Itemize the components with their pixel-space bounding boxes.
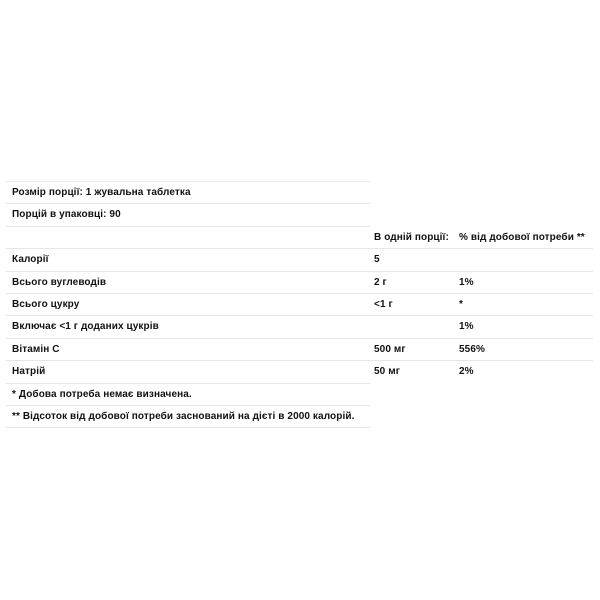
nutrient-daily-value: 556% bbox=[459, 343, 485, 355]
nutrient-name: Натрій bbox=[12, 366, 46, 378]
servings-per-container-row bbox=[6, 204, 370, 226]
table-row bbox=[6, 272, 593, 294]
table-row bbox=[6, 339, 593, 361]
nutrient-name: Включає <1 г доданих цукрів bbox=[12, 321, 159, 333]
table-header-row bbox=[6, 227, 593, 249]
nutrient-amount: 5 bbox=[374, 254, 380, 266]
footnote-text: * Добова потреба немає визначена. bbox=[12, 388, 192, 400]
servings-per-container-text: Порцій в упаковці: 90 bbox=[12, 209, 121, 221]
nutrient-daily-value: 1% bbox=[459, 276, 474, 288]
table-row bbox=[6, 361, 474, 383]
table-row bbox=[6, 316, 593, 338]
nutrient-daily-value: 2% bbox=[459, 366, 474, 378]
table-row bbox=[6, 294, 593, 316]
footnote-row bbox=[6, 384, 370, 406]
nutrient-daily-value: * bbox=[459, 298, 463, 310]
nutrient-amount: 50 мг bbox=[374, 366, 400, 378]
nutrient-name: Всього вуглеводів bbox=[12, 276, 107, 288]
nutrient-amount: 2 г bbox=[374, 276, 387, 288]
table-row bbox=[6, 249, 593, 271]
per-serving-header: В одній порції: bbox=[374, 231, 449, 243]
nutrient-name: Всього цукру bbox=[12, 298, 80, 310]
serving-size-row bbox=[6, 181, 370, 204]
serving-size-text: Розмір порції: 1 жувальна таблетка bbox=[12, 187, 191, 198]
footnote-text: ** Відсоток від добової потреби заснований на дієті в 2000 калорій. bbox=[12, 410, 355, 422]
nutrient-amount: <1 г bbox=[374, 298, 393, 310]
nutrient-amount: 500 мг bbox=[374, 343, 406, 355]
nutrient-daily-value: 1% bbox=[459, 321, 474, 333]
footnote-row bbox=[6, 406, 370, 428]
daily-value-header: % від добової потреби ** bbox=[459, 231, 585, 243]
supplement-facts-table bbox=[6, 181, 593, 428]
nutrient-name: Калорії bbox=[12, 254, 49, 266]
nutrient-name: Вітамін С bbox=[12, 343, 60, 355]
